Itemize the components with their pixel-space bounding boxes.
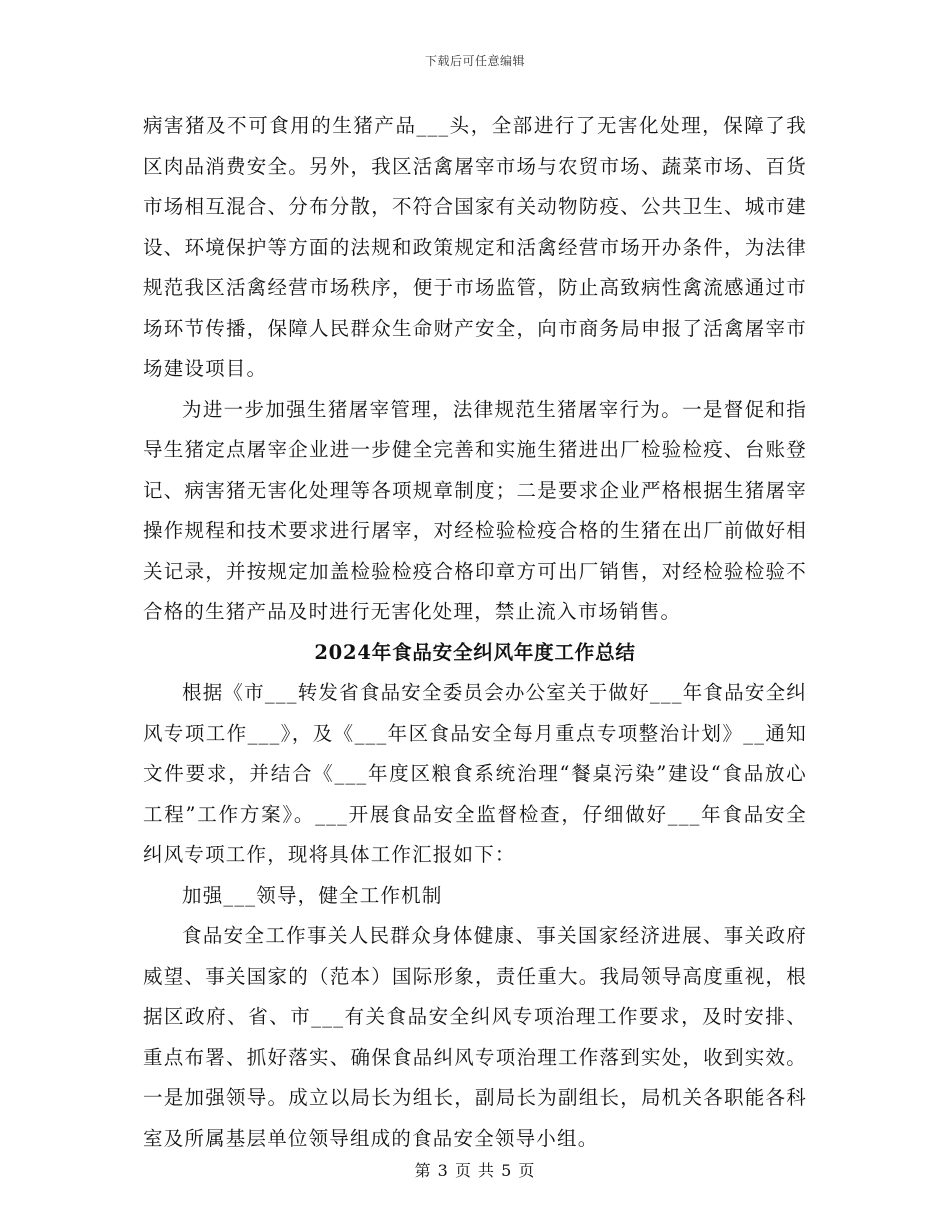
header-note: 下载后可任意编辑	[424, 54, 525, 68]
page-number: 第 3 页 共 5 页	[414, 1161, 536, 1180]
paragraph-heading-leadership: 加强___领导，健全工作机制	[182, 883, 443, 907]
paragraph-pig-products: 病害猪及不可食用的生猪产品___头，全部进行了无害化处理，保障了我区肉品消费安全。另外，我区活禽屠宰市场与农贸市场、蔬菜市场、百货市场相互混合、分布分散，不符合国家有关动物防疫、公共卫生、城市建设、环境保护等方面的法规和政策规定和活禽经营市场开办条件，为法律规范我区活禽经营市场秩序，便于市场监管，防止高致病性禽流感通过市场环节传播，保障人民群众生命财产安全，向市商务局申报了活禽屠宰市场建设项目。	[143, 114, 807, 380]
paragraph-slaughter-management: 为进一步加强生猪屠宰管理，法律规范生猪屠宰行为。一是督促和指导生猪定点屠宰企业进一步健全完善和实施生猪进出厂检验检疫、台账登记、病害猪无害化处理等各项规章制度；二是要求企业严格根据生猪屠宰操作规程和技术要求进行屠宰，对经检验检疫合格的生猪在出厂前做好相关记录，并按规定加盖检验检疫合格印章方可出厂销售，对经检验检验不合格的生猪产品及时进行无害化处理，禁止流入市场销售。	[143, 397, 807, 623]
section-title: 2024年食品安全纠风年度工作总结	[314, 640, 636, 664]
paragraph-food-safety: 食品安全工作事关人民群众身体健康、事关国家经济进展、事关政府威望、事关国家的（范本）国际形象，责任重大。我局领导高度重视，根据区政府、省、市___有关食品安全纠风专项治理工作要求，及时安排、重点布署、抓好落实、确保食品纠风专项治理工作落到实处，收到实效。一是加强领导。成立以局长为组长，副局长为副组长，局机关各职能各科室及所属基层单位领导组成的食品安全领导小组。	[143, 924, 807, 1150]
document-body	[143, 106, 807, 1159]
paragraph-intro: 根据《市___转发省食品安全委员会办公室关于做好___年食品安全纠风专项工作___》，及《___年区食品安全每月重点专项整治计划》__通知文件要求，并结合《___年度区粮食系统治理“餐桌污染”建设“食品放心工程”工作方案》。___开展食品安全监督检查，仔细做好___年食品安全纠风专项工作，现将具体工作汇报如下：	[143, 681, 807, 866]
